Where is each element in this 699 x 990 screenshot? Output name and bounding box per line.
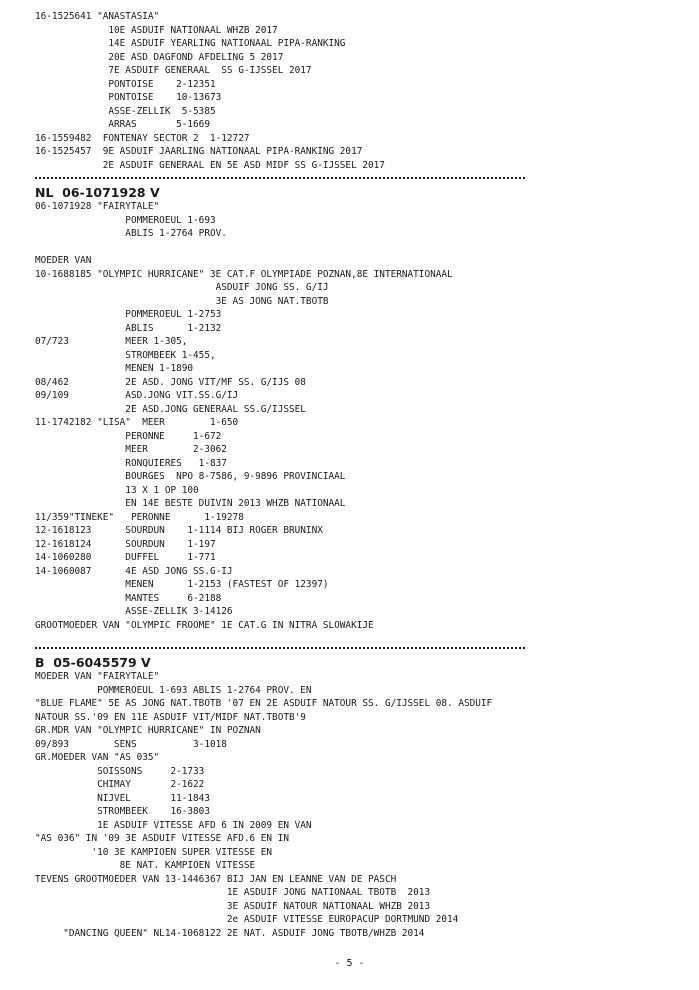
section-b-body <box>35 670 675 940</box>
text-line: 16-1525641 "ANASTASIA" <box>35 11 160 22</box>
text-line: 14-1060087 4E ASD JONG SS.G-IJ <box>35 565 233 577</box>
text-line: 12-1618124 SOURDUN 1-197 <box>35 538 216 550</box>
text-line: GR.MOEDER VAN "AS 035" <box>35 752 160 763</box>
text-line: "DANCING QUEEN" NL14-1068122 2E NAT. ASDUIF JONG TBOTB/WHZB 2014 <box>35 927 425 939</box>
text-line: 7E ASDUIF GENERAAL SS G-IJSSEL 2017 <box>35 65 312 76</box>
text-line: 06-1071928 "FAIRYTALE" <box>35 201 160 212</box>
text-line: '10 3E KAMPIOEN SUPER VITESSE EN <box>35 846 273 858</box>
text-line: 8E NAT. KAMPIOEN VITESSE <box>35 860 256 871</box>
text-line: 16-1559482 FONTENAY SECTOR 2 1-12727 <box>35 132 250 144</box>
section-nl-body <box>35 200 675 632</box>
text-line: ASDUIF JONG SS. G/IJ <box>35 282 329 293</box>
text-line: 2E ASDUIF GENERAAL EN 5E ASD MIDF SS G-IJSSEL 2017 <box>35 159 385 171</box>
text-line: 09/893 SENS 3-1018 <box>35 738 227 750</box>
text-line: 11-1742182 "LISA" MEER 1-650 <box>35 417 239 428</box>
text-line: STROMBEEK 16-3803 <box>35 806 210 817</box>
text-line: POMMEROEUL 1-2753 <box>35 309 222 320</box>
text-line: ASSE-ZELLIK 5-5385 <box>35 105 216 117</box>
text-line: STROMBEEK 1-455, <box>35 349 216 361</box>
text-line: CHIMAY 2-1622 <box>35 779 205 790</box>
text-line: 3E ASDUIF NATOUR NATIONAAL WHZB 2013 <box>35 900 431 912</box>
text-line: MOEDER VAN <box>35 255 92 266</box>
text-line: RONQUIERES 1-837 <box>35 457 227 469</box>
text-line: NIJVEL 11-1843 <box>35 792 210 804</box>
top-section <box>35 10 675 172</box>
text-line: 11/359"TINEKE" PERONNE 1-19278 <box>35 511 244 523</box>
text-line: 12-1618123 SOURDUN 1-1114 BIJ ROGER BRUNINX <box>35 525 323 536</box>
text-line: 20E ASD DAGFOND AFDELING 5 2017 <box>35 51 284 63</box>
text-line: GR.MDR VAN "OLYMPIC HURRICANE" IN POZNAN <box>35 725 261 736</box>
text-line: 13 X 1 OP 100 <box>35 484 199 496</box>
text-line: 07/723 MEER 1-305, <box>35 336 188 347</box>
text-line: 08/462 2E ASD. JONG VIT/MF SS. G/IJS 08 <box>35 376 306 388</box>
section-separator <box>35 172 675 185</box>
section-heading-b: B 05-6045579 V <box>35 655 151 670</box>
section-separator <box>35 642 675 655</box>
text-line: 09/109 ASD.JONG VIT.SS.G/IJ <box>35 390 239 401</box>
text-line: ABLIS 1-2764 PROV. <box>35 228 227 239</box>
text-line: PONTOISE 10-13673 <box>35 92 222 103</box>
text-line: 3E AS JONG NAT.TBOTB <box>35 295 329 307</box>
text-line: MANTES 6-2188 <box>35 592 222 604</box>
text-line: 10-1688185 "OLYMPIC HURRICANE" 3E CAT.F OLYMPIADE POZNAN,8E INTERNATIONAAL <box>35 268 453 280</box>
text-line: BOURGES NPO 8-7586, 9-9896 PROVINCIAAL <box>35 471 346 482</box>
text-line: "BLUE FLAME" 5E AS JONG NAT.TBOTB '07 EN 2E ASDUIF NATOUR SS. G/IJSSEL 08. ASDUIF <box>35 698 493 709</box>
text-line: POMMEROEUL 1-693 ABLIS 1-2764 PROV. EN <box>35 684 312 696</box>
text-line: 14-1060280 DUFFEL 1-771 <box>35 552 216 563</box>
text-line: PERONNE 1-672 <box>35 430 222 442</box>
text-line: ABLIS 1-2132 <box>35 322 222 334</box>
text-line: TEVENS GROOTMOEDER VAN 13-1446367 BIJ JAN EN LEANNE VAN DE PASCH <box>35 873 397 885</box>
text-line: MENEN 1-1890 <box>35 363 194 374</box>
text-line: 1E ASDUIF VITESSE AFD 6 IN 2009 EN VAN <box>35 819 312 831</box>
text-line: MEER 2-3062 <box>35 444 227 455</box>
text-line: MENEN 1-2153 (FASTEST OF 12397) <box>35 579 329 590</box>
text-line: POMMEROEUL 1-693 <box>35 214 216 226</box>
section-heading-nl: NL 06-1071928 V <box>35 185 160 200</box>
text-line <box>35 241 675 255</box>
text-line: 1E ASDUIF JONG NATIONAAL TBOTB 2013 <box>35 887 431 898</box>
text-line: 2E ASD.JONG GENERAAL SS.G/IJSSEL <box>35 403 306 415</box>
page-number: - 5 - <box>334 958 365 969</box>
text-line: 14E ASDUIF YEARLING NATIONAAL PIPA-RANKING <box>35 38 346 49</box>
text-line: 2e ASDUIF VITESSE EUROPACUP DORTMUND 2014 <box>35 914 459 925</box>
text-line: 10E ASDUIF NATIONAAL WHZB 2017 <box>35 24 278 36</box>
text-line: EN 14E BESTE DUIVIN 2013 WHZB NATIONAAL <box>35 498 346 509</box>
text-line: ASSE-ZELLIK 3-14126 <box>35 606 233 617</box>
text-line: "AS 036" IN '09 3E ASDUIF VITESSE AFD.6 EN IN <box>35 833 289 844</box>
text-line: ARRAS 5-1669 <box>35 119 210 130</box>
document-page <box>35 10 675 940</box>
text-line: MOEDER VAN "FAIRYTALE" <box>35 671 160 682</box>
text-line: GROOTMOEDER VAN "OLYMPIC FROOME" 1E CAT.G IN NITRA SLOWAKIJE <box>35 619 374 631</box>
text-line: PONTOISE 2-12351 <box>35 78 216 90</box>
text-line: 16-1525457 9E ASDUIF JAARLING NATIONAAL PIPA-RANKING 2017 <box>35 146 363 157</box>
text-line: NATOUR SS.'09 EN 11E ASDUIF VIT/MIDF NAT.TBOTB'9 <box>35 711 306 723</box>
text-line: SOISSONS 2-1733 <box>35 765 205 777</box>
